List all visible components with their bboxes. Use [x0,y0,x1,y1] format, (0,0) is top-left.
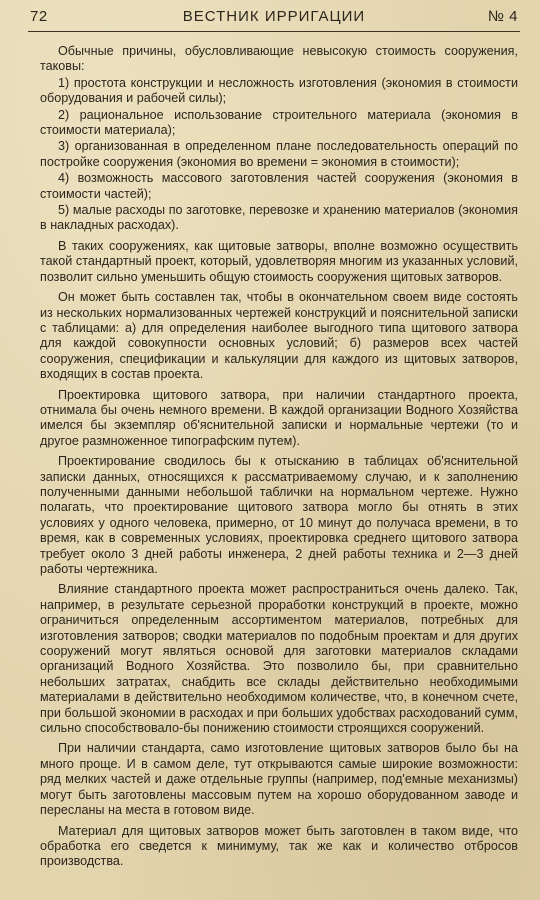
paragraph-composition: Он может быть составлен так, чтобы в окончательном своем виде состоять из нескольких нормализованных чертежей конструкций и пояснительной записки с таблицами: а) для определения наиболее выгодного типа щитового затвора для каждой совокупности основных условий; б) размеров всех частей сооружения, спецификации и калькуляции для каждого из щитовых затворов, входящих в состав проекта. [40,290,518,382]
list-item-2: 2) рациональное использование строительного материала (экономия в стоимости материала); [40,107,518,138]
paragraph-intro: Обычные причины, обусловливающие невысокую стоимость сооружения, таковы: [40,44,518,74]
page-header [30,8,518,32]
paragraph-material: Материал для щитовых затворов может быть заготовлен в таком виде, что обработка его сведется к минимуму, так же как и количество отбросов производства. [40,823,518,869]
paragraph-manufacturing: При наличии стандарта, само изготовление щитовых затворов было бы на много проще. И в самом деле, тут открываются самые широкие возможности: ряд мелких частей и даже отдельные группы (например, под'емные механизмы) могут быть заготовлены массовым путем на хорошо оборудованном заводе и пересланы на места в готовом виде. [40,741,518,818]
list-item-4: 4) возможность массового заготовления частей сооружения (экономия в стоимости частей); [40,171,518,201]
issue-number: № 4 [487,8,518,25]
list-item-5: 5) малые расходы по заготовке, перевозке и хранению материалов (экономия в накладных расходах). [40,203,518,233]
header-rule [28,31,520,32]
page-number: 72 [30,8,48,25]
list-item-1: 1) простота конструкции и несложность изготовления (экономия в стоимости оборудования и рабочей силы); [40,75,518,106]
journal-title: ВЕСТНИК ИРРИГАЦИИ [182,8,366,25]
paragraph-influence: Влияние стандартного проекта может распространиться очень далеко. Так, например, в результате серьезной проработки конструкций в проекте, можно ограничиться определенным ассортиментом материалов, потребных для изготовления затворов; сводки материалов по подобным проектам и для других сооружений могут являться основой для заготовки материалов складами организаций Водного Хозяйства. Это позволило бы, при сравнительно небольших затратах, снабдить все склады действительно необходимыми материалами в действительно необходимом количестве, что, в конечном счете, при большой экономии в расходах и при больших удобствах расходований сумм, сильно способствовало-бы понижению стоимости строящихся сооружений. [40,582,518,736]
paragraph-design-process: Проектирование сводилось бы к отысканию в таблицах об'яснительной записки данных, относящихся к рассматриваемому случаю, и к заполнению полученными данными небольшой таблички на нормальном чертеже. Нужно полагать, что проектирование щитового затвора могло бы отнять в этих условиях у одного человека, примерно, от 10 минут до получаса времени, в то время, как в современных условиях, проектировка среднего щитового затвора требует около 3 дней работы инженера, 2 дней работы техника и 2—3 дней работы чертежника. [40,454,518,576]
paragraph-design-time: Проектировка щитового затвора, при наличии стандартного проекта, отнимала бы очень немного времени. В каждой организации Водного Хозяйства имелся бы экземпляр об'яснительной записки и нормальные чертежи (то и другое размноженное типографским путем). [40,387,518,448]
list-item-3: 3) организованная в определенном плане последовательность операций по постройке сооружения (экономия во времени = экономия в стоимости); [40,139,518,169]
article-body [40,44,518,875]
paragraph-standard-project: В таких сооружениях, как щитовые затворы, вполне возможно осуществить такой стандартный проект, который, удовлетворяя многим из указанных условий, позволит сильно уменьшить общую стоимость сооружения щитовых затворов. [40,238,518,284]
